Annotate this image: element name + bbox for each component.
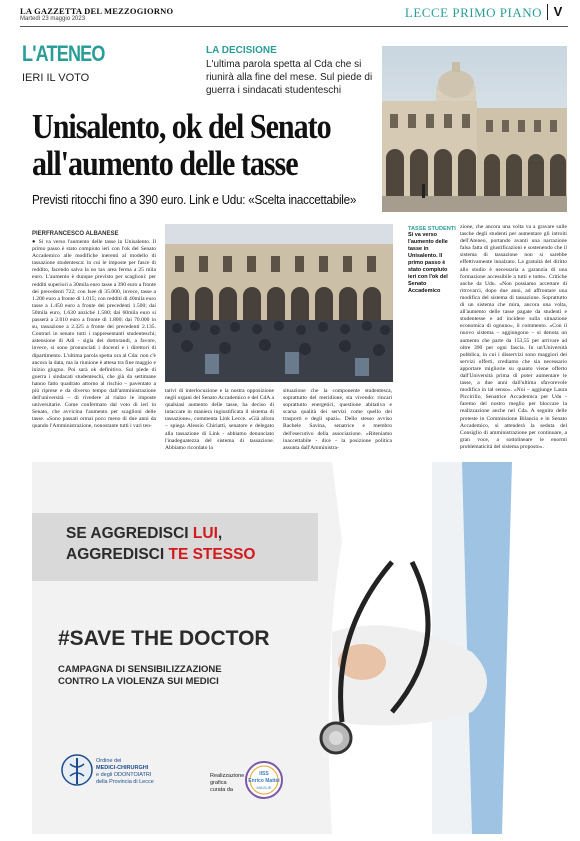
school-logo-line-1: IISS	[259, 771, 269, 777]
students-courtyard-photo	[165, 224, 393, 382]
topic-tag: L'ATENEO	[22, 41, 105, 66]
header-rule	[20, 26, 568, 27]
school-logo-line-2: Enrico Mattei	[248, 778, 280, 784]
credit-line-1: Realizzazione	[210, 773, 245, 779]
university-building-photo	[382, 46, 567, 212]
caption-heading: TASSE STUDENTI	[408, 226, 456, 232]
byline: PIERFRANCESCO ALBANESE	[32, 231, 119, 237]
slogan-line-1-highlight: LUI	[192, 525, 218, 542]
medical-order-name	[96, 758, 154, 786]
org-line-4: della Provincia di Lecce	[96, 779, 154, 785]
school-logo-icon	[244, 760, 284, 805]
slogan-line-1-text: SE AGGREDISCI	[66, 525, 193, 542]
photo-caption	[408, 226, 456, 295]
topic-subtag: IERI IL VOTO	[22, 72, 90, 84]
credit-line-2: grafica	[210, 780, 227, 786]
org-line-3: e degli ODONTOIATRI	[96, 772, 152, 778]
headline: Unisalento, ok del Senato all'aumento delle tasse	[32, 107, 331, 183]
ad-slogan: SE AGGREDISCI LUI, AGGREDISCI TE STESSO	[66, 525, 256, 563]
ad-campaign	[58, 664, 222, 688]
medical-order-logo-icon	[60, 752, 94, 797]
campaign-line-2: CONTRO LA VIOLENZA SUI MEDICI	[58, 676, 219, 687]
ad-hashtag: #SAVE THE DOCTOR	[58, 627, 270, 650]
section-title: LECCE PRIMO PIANO	[404, 5, 542, 20]
school-logo-line-3: MAGLIE	[256, 785, 272, 790]
article-column-4: zione, che ancora una volta va a gravare sulle tasche degli studenti per aumentare gli introiti dell'Ateneo, portando avanti una narrazione falsa fatta di giustificazioni e sostenendo che il sistema di tassazione non si sarebbe effettivamente innalzato. La gratuità del diritto allo studio è necessaria a garanzia di una formazione accessibile a tutti e tutte». Critiche anche da Udu. «Non possiamo accettare di ritrovarci, dopo due anni, ad affrontare una modifica del sistema di tassazione. Soprattutto di un sistema che mira, ancora una volta, all'aumento delle tasse pagate da studenti e studentesse e ad incidere sulla situazione economica di ognuno», il commento. «Con il nuovo sistema – aggiungono – si denota un aumento che parte da 153,55 per arrivare ad oltre 390 per ogni fascia. In un'Università pubblica, in cui i disservizi sono maggiori dei servizi offerti, crediamo che sia necessario apportare migliorie su quanto viene offerto dall'Università prima di poter aumentare le tasse, a due anni dall'ultima sfavorevole modifica in tal senso». «Noi – aggiunge Laura Piccirillo, Senatrice Accademica per Udu - faremo del nostro meglio per bloccare la realizzazione anche nel Cda. A seguito delle proteste in Commissione Bilancio e in Senato Accademico, si attenderà la seduta del Consiglio di amministrazione per continuare, a gran voce, a sottolineare le enormi problematicità del sistema proposto».	[460, 224, 567, 450]
decision-text: L'ultima parola spetta al Cda che si riunirà alla fine del mese. Sul piede di guerra i sindacati studenteschi	[206, 59, 373, 96]
decision-kicker: LA DECISIONE	[206, 45, 277, 56]
org-line-2: MEDICI-CHIRURGHI	[96, 765, 149, 771]
graphic-credit	[210, 773, 244, 794]
issue-date: Martedì 23 maggio 2023	[20, 16, 86, 22]
caption-text: Si va verso l'aumento delle tasse in Unisalento. Il primo passo è stato compiuto ieri con l'ok del Senato Accademico	[408, 232, 448, 294]
slogan-line-2-highlight: TE STESSO	[168, 546, 256, 563]
org-line-1: Ordine dei	[96, 758, 122, 764]
slogan-line-2-text: AGGREDISCI	[66, 546, 169, 563]
credit-line-3: curata da	[210, 787, 233, 793]
article-column-3: situazione che la componente studentesca, soprattutto del meridione, sta vivendo: rincari soprattutto energetici, questione abitativa e scarsa qualità dei servizi come quello dei trasporti e degli spazi». Dello stesso avviso Rachele Savina, senatrice e membro dell'esecutivo della associazione. «Riteniamo inaccettabile - dice - la posizione politica assunta dall'Amministra-	[283, 388, 392, 451]
campaign-line-1: CAMPAGNA DI SENSIBILIZZAZIONE	[58, 664, 222, 675]
article-column-2: tativi di interlocuzione e la nostra opposizione negli organi del Senato Accademico e del CdA a qualsiasi aumento delle tasse, ha deciso di intaccare in maniera ingiustificata il sistema di tassazione», commenta Link Lecce. «Già allora – spiega Alessio Chiriatti, senatore e delegato alla tassazione di Link - abbiamo denunciato l'inadeguatezza del sistema di tassazione. Abbiamo ricordato la	[165, 388, 274, 451]
page-letter: V	[547, 4, 568, 20]
subheadline: Previsti ritocchi fino a 390 euro. Link e Udu: «Scelta inaccettabile»	[32, 192, 357, 207]
article-column-1: ● Si va verso l'aumento delle tasse in Unisalento. Il primo passo è stato compiuto ieri con l'ok del Senato Accademico alle modifiche inerenti al modello di tassazione studentesca: in cui le imposte per fasce di reddito, facendo salva la no tax area ferma a 25 mila euro. L'aumento è dunque previsto per scaglioni: per redditi superiori a 30mila euro tasse a 390 euro a fronte dei precedenti 722; con Isee di 35.000, invece, tasse a 1.200 euro a fronte di 1.015; con redditi di 40mila euro tasse a 1.450 euro a fronte dei precedenti 1.500; dai 50mila euro, 1.630 anziché 1.580; dai 60mila euro si passerà a 2.010 euro a fronte di 1.800; dai 70.000 in su, tassazione a 2.325 a fronte dei precedenti 2.135. Contrari in senato tutti i rappresentanti studenteschi; astensione di Adi - sigla dei dottorandi, a favore, invece, si sono pronunciati i docenti e i direttori di dipartimento. L'ultima parola spetta ora al Cda: non c'è ancora la data, ma la riunione è attesa tra fine maggio e inizio giugno. Poi sarà ok definitivo. Sul piede di guerra i sindacati studenteschi, che già da settimane hanno fatto quadrato attorno al rischio – paventato a più riprese e da diverso tempo dall'amministrazione dell'università – di rivedere al rialzo le imposte universitarie. Come confermato dal voto di ieri in Senato, che avvicina l'aumento per scaglioni delle tasse. «Sono passati ormai poco meno di due anni da quando l'Amministrazione, nonostante tutti i vari ten-	[32, 239, 156, 430]
masthead: LA GAZZETTA DEL MEZZOGIORNO	[20, 6, 174, 16]
